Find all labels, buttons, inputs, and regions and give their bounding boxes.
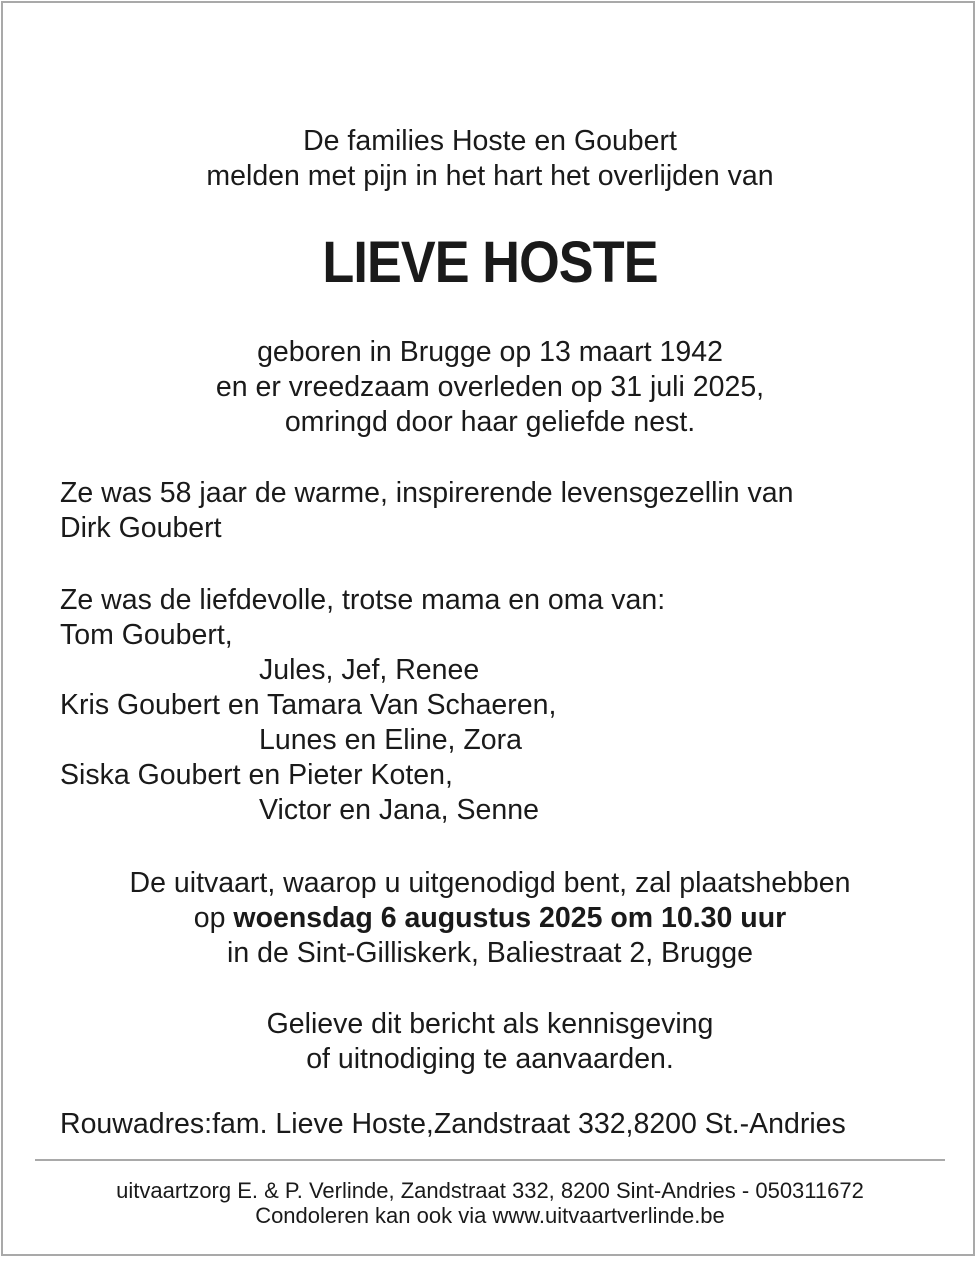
birth-line-1: geboren in Brugge op 13 maart 1942 — [257, 336, 723, 368]
grandchildren-2: Lunes en Eline, Zora — [259, 724, 522, 756]
partner-line-2: Dirk Goubert — [60, 512, 222, 544]
funeral-prefix: op — [193, 902, 226, 934]
child-1: Tom Goubert, — [60, 619, 233, 651]
birth-line-3: omringd door haar geliefde nest. — [284, 406, 696, 438]
grandchildren-1: Jules, Jef, Renee — [259, 654, 480, 686]
partner-line-1: Ze was 58 jaar de warme, inspirerende levensgezellin van — [60, 477, 794, 509]
funeral-location: in de Sint-Gilliskerk, Baliestraat 2, Brugge — [227, 937, 753, 969]
birth-line-2: en er vreedzaam overleden op 31 juli 2025, — [215, 371, 765, 403]
funeral-line-2 — [0, 901, 980, 936]
children-heading: Ze was de liefdevolle, trotse mama en oma van: — [60, 584, 666, 616]
condolence-line: Condoleren kan ook via www.uitvaartverlinde.be — [255, 1203, 725, 1228]
child-3: Siska Goubert en Pieter Koten, — [60, 759, 453, 791]
mourning-address: Rouwadres:fam. Lieve Hoste,Zandstraat 332,8200 St.-Andries — [60, 1108, 846, 1140]
footer-divider — [35, 1159, 945, 1161]
notice-line-2: of uitnodiging te aanvaarden. — [306, 1043, 674, 1075]
child-2: Kris Goubert en Tamara Van Schaeren, — [60, 689, 557, 721]
funeral-home-line: uitvaartzorg E. & P. Verlinde, Zandstraat 332, 8200 Sint-Andries - 050311672 — [116, 1178, 864, 1203]
funeral-line-1: De uitvaart, waarop u uitgenodigd bent, zal plaatshebben — [129, 867, 851, 899]
intro-line-2: melden met pijn in het hart het overlijden van — [206, 160, 774, 192]
grandchildren-3: Victor en Jana, Senne — [259, 794, 539, 826]
funeral-date-time: woensdag 6 augustus 2025 om 10.30 uur — [233, 902, 787, 934]
intro-line-1: De families Hoste en Goubert — [303, 125, 677, 157]
deceased-name: LIEVE HOSTE — [322, 230, 658, 295]
notice-line-1: Gelieve dit bericht als kennisgeving — [266, 1008, 714, 1040]
